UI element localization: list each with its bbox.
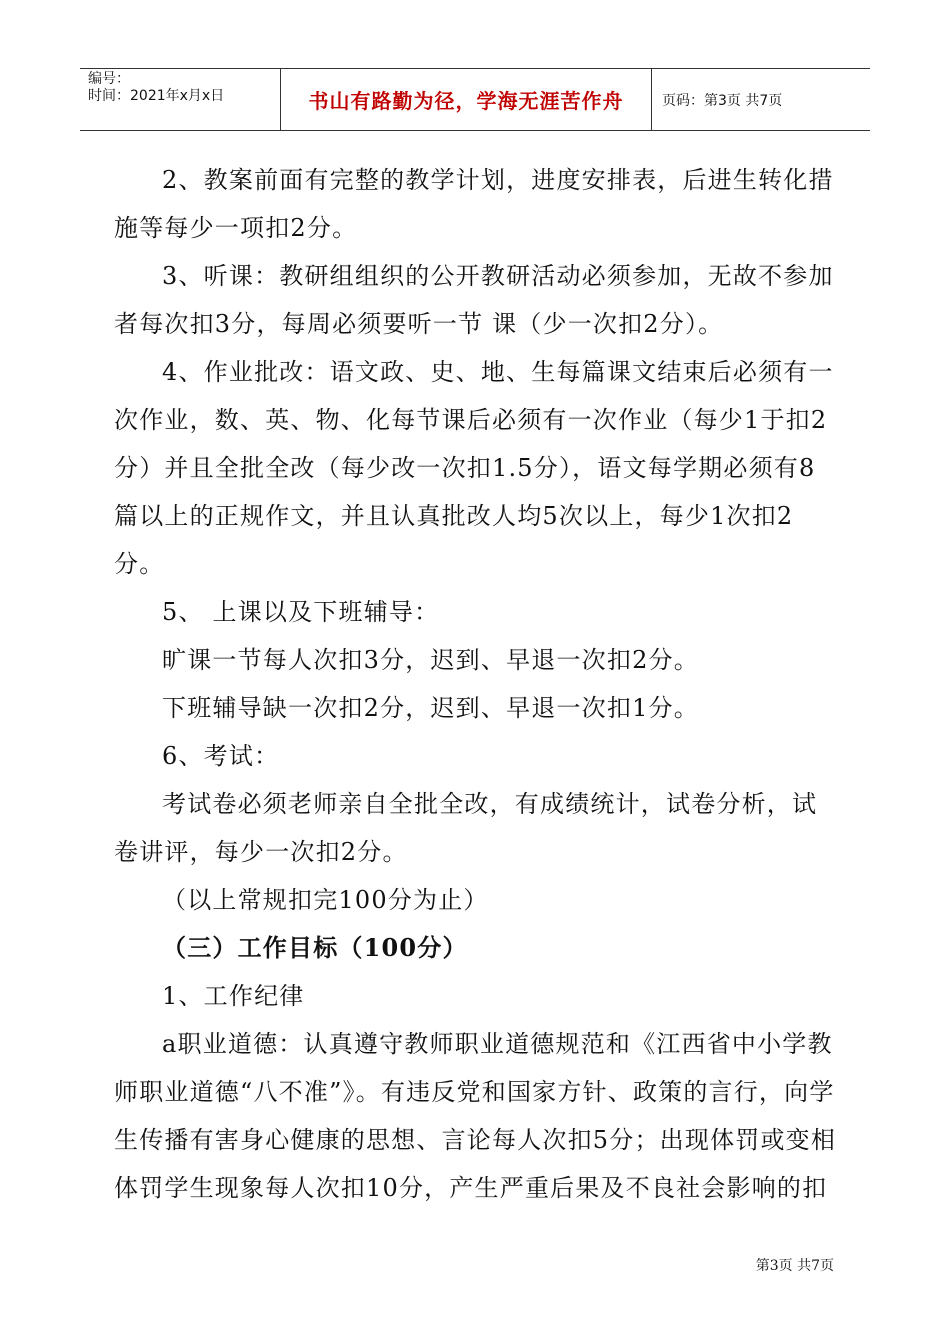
paragraph: 4、作业批改：语文政、史、地、生每篇课文结束后必须有一次作业，数、英、物、化每节课后必须有一次作业（每少1于扣2分）并且全批全改（每少改一次扣1.5分），语文每学期必须有8篇以上的正规作文，并且认真批改人均5次以上，每少1次扣2分。: [114, 358, 834, 578]
paragraph: 3、听课：教研组组织的公开教研活动必须参加，无故不参加者每次扣3分，每周必须要听一节 课（少一次扣2分）。: [114, 262, 834, 338]
paragraph: a职业道德：认真遵守教师职业道德规范和《江西省中小学教师职业道德“八不准”》。有违反党和国家方针、政策的言行，向学生传播有害身心健康的思想、言论每人次扣5分；出现体罚或变相体罚学生现象每人次扣10分，产生严重后果及不良社会影响的扣: [114, 1030, 837, 1202]
paragraph: 考试卷必须老师亲自全批全改，有成绩统计，试卷分析，试卷讲评，每少一次扣2分。: [114, 790, 818, 866]
header-page-info: 页码：第3页 共7页: [662, 92, 783, 109]
paragraph: 1、工作纪律: [162, 982, 305, 1010]
paragraph: 5、 上课以及下班辅导：: [162, 598, 440, 626]
page-footer: 第3页 共7页: [755, 1258, 834, 1274]
header-motto: 书山有路勤为径，学海无涯苦作舟: [281, 69, 652, 130]
page-header: [80, 68, 870, 131]
header-meta: [80, 69, 281, 130]
number-label: 编号：: [88, 71, 130, 87]
paragraph: 6、考试：: [162, 742, 280, 770]
paragraph: （以上常规扣完100分为止）: [162, 886, 489, 914]
document-body: [114, 156, 838, 1212]
paragraph: 2、教案前面有完整的教学计划，进度安排表，后进生转化措施等每少一项扣2分。: [114, 166, 834, 242]
time-label: 时间：2021年x月x日: [88, 88, 225, 104]
paragraph: 旷课一节每人次扣3分，迟到、早退一次扣2分。: [162, 646, 699, 674]
paragraph: 下班辅导缺一次扣2分，迟到、早退一次扣1分。: [162, 694, 699, 722]
section-heading: （三）工作目标（100分）: [162, 933, 468, 962]
